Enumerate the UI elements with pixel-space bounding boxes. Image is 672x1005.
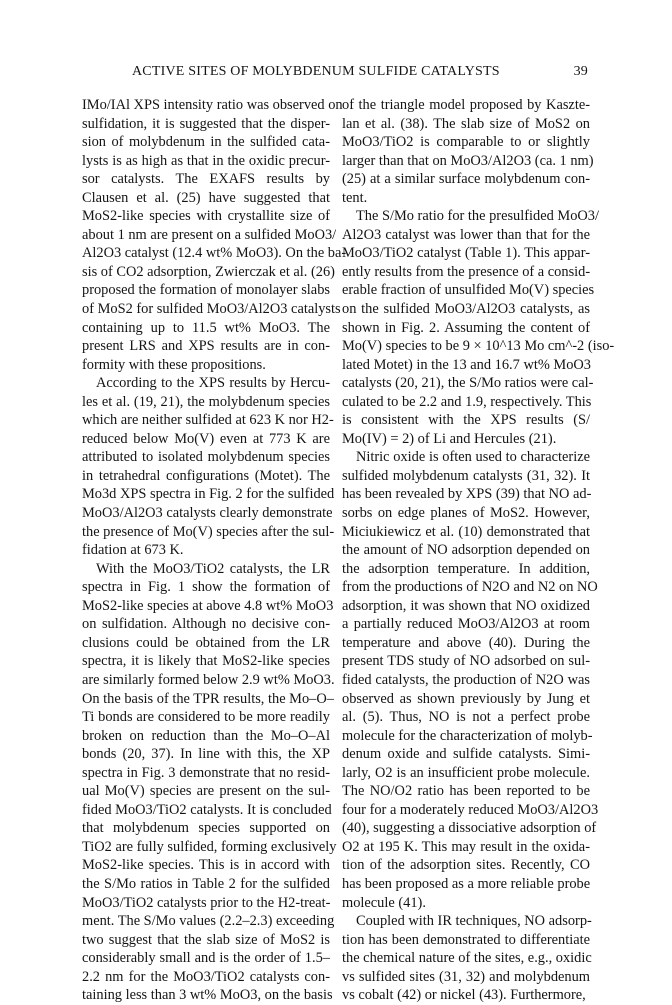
page-number: 39 xyxy=(573,64,588,79)
text-line: temperature and above (40). During the xyxy=(342,634,590,651)
text-line: lated Motet) in the 13 and 16.7 wt% MoO3 xyxy=(342,356,591,373)
text-line: fidation at 673 K. xyxy=(82,542,184,559)
text-line: Mo(V) species to be 9 × 10^13 Mo cm^-2 (iso- xyxy=(342,338,615,355)
text-line: MoO3/TiO2 catalyst (Table 1). This appar- xyxy=(342,245,590,262)
text-line: lysts is as high as that in the oxidic precur- xyxy=(82,152,330,169)
text-line: The NO/O2 ratio has been reported to be xyxy=(342,783,590,800)
text-line: (40), suggesting a dissociative adsorption of xyxy=(342,820,597,837)
text-line: of the triangle model proposed by Kaszte- xyxy=(342,97,590,113)
text-line: MoS2-like species at above 4.8 wt% MoO3 xyxy=(82,597,334,614)
text-line: Ti bonds are considered to be more readily xyxy=(82,709,330,726)
text-line: spectra, it is likely that MoS2-like species xyxy=(82,653,330,670)
text-line: On the basis of the TPR results, the Mo–O– xyxy=(82,690,334,707)
running-title: ACTIVE SITES OF MOLYBDENUM SULFIDE CATALYSTS xyxy=(132,64,500,79)
text-line: that molybdenum species supported on xyxy=(82,820,330,837)
text-line: two suggest that the slab size of MoS2 is xyxy=(82,931,330,948)
text-line: molecule (41). xyxy=(342,894,426,911)
text-line: IMo/IAl XPS intensity ratio was observed on xyxy=(82,97,343,113)
text-line: Al2O3 catalyst (12.4 wt% MoO3). On the ba- xyxy=(82,245,347,262)
text-line: al. (5). Thus, NO is not a perfect probe xyxy=(342,709,590,726)
text-line: sis of CO2 adsorption, Zwierczak et al. (26) xyxy=(82,263,335,280)
text-line: O2 at 195 K. This may result in the oxida- xyxy=(342,838,590,855)
text-line: lan et al. (38). The slab size of MoS2 on xyxy=(342,115,590,132)
text-line: four for a moderately reduced MoO3/Al2O3 xyxy=(342,801,599,818)
text-line: MoS2-like species with crystallite size of xyxy=(82,208,330,225)
text-line: MoO3/Al2O3 catalysts clearly demonstrate xyxy=(82,505,333,522)
text-line: fided catalysts, the production of N2O was xyxy=(342,671,590,688)
text-line: the chemical nature of the sites, e.g., oxidic xyxy=(342,950,592,967)
text-line: broken on reduction than the Mo–O–Al xyxy=(82,727,330,744)
text-line: Mo(IV) = 2) of Li and Hercules (21). xyxy=(342,430,557,447)
text-line: which are neither sulfided at 623 K nor H2- xyxy=(82,412,334,429)
text-line: larly, O2 is an insufficient probe molecule. xyxy=(342,764,590,781)
text-line: ual Mo(V) species are present on the sul- xyxy=(82,783,330,800)
text-line: Clausen et al. (25) have suggested that xyxy=(82,189,330,206)
text-line: sion of molybdenum in the sulfided cata- xyxy=(82,134,330,151)
text-line: molecule for the characterization of molyb- xyxy=(342,727,593,744)
text-line: denum oxide and sulfide catalysts. Simi- xyxy=(342,746,590,763)
text-line: MoS2-like species. This is in accord with xyxy=(82,857,330,874)
text-line: les et al. (19, 21), the molybdenum species xyxy=(82,393,330,410)
text-line: adsorption, it was shown that NO oxidized xyxy=(342,597,590,614)
text-line: vs cobalt (42) or nickel (43). Furthermore, xyxy=(342,987,586,1004)
text-line: proposed the formation of monolayer slabs xyxy=(82,282,330,299)
text-line: ment. The S/Mo values (2.2–2.3) exceeding xyxy=(82,913,335,930)
text-line: sulfided molybdenum catalysts (31, 32). It xyxy=(342,467,590,484)
text-line: from the productions of N2O and N2 on NO xyxy=(342,579,598,596)
text-line: fided MoO3/TiO2 catalysts. It is concluded xyxy=(82,801,332,818)
text-line: containing up to 11.5 wt% MoO3. The xyxy=(82,319,330,336)
text-line: on sulfidation. Although no decisive con- xyxy=(82,616,330,633)
text-line: vs sulfided sites (31, 32) and molybdenum xyxy=(342,968,590,985)
text-line: present TDS study of NO adsorbed on sul- xyxy=(342,653,590,670)
text-line: spectra in Fig. 3 demonstrate that no resid- xyxy=(82,764,330,781)
text-line: taining less than 3 wt% MoO3, on the basis xyxy=(82,987,333,1004)
text-line: clusions could be obtained from the LR xyxy=(82,634,330,651)
text-line: Coupled with IR techniques, NO adsorp- xyxy=(356,913,592,930)
text-line: catalysts (20, 21), the S/Mo ratios were cal- xyxy=(342,375,594,392)
left-column xyxy=(82,96,347,1005)
text-line: has been revealed by XPS (39) that NO ad- xyxy=(342,486,592,503)
text-line: sor catalysts. The EXAFS results by xyxy=(82,171,330,188)
text-line: is consistent with the XPS results (S/ xyxy=(342,412,590,429)
text-line: ently results from the presence of a consid- xyxy=(342,263,591,280)
running-header xyxy=(82,64,588,88)
text-line: The S/Mo ratio for the presulfided MoO3/ xyxy=(356,208,599,225)
text-line: 2.2 nm for the MoO3/TiO2 catalysts con- xyxy=(82,968,330,985)
text-line: about 1 nm are present on a sulfided MoO3/ xyxy=(82,226,337,243)
text-line: considerably small and is the order of 1.5– xyxy=(82,950,330,967)
text-line: Al2O3 catalyst was lower than that for the xyxy=(342,226,590,243)
text-line: Mo3d XPS spectra in Fig. 2 for the sulfided xyxy=(82,486,335,503)
text-line: According to the XPS results by Hercu- xyxy=(96,375,330,392)
text-line: the amount of NO adsorption depended on xyxy=(342,542,590,559)
text-line: MoO3/TiO2 is comparable to or slightly xyxy=(342,134,590,151)
text-line: Miciukiewicz et al. (10) demonstrated that xyxy=(342,523,590,540)
text-line: in tetrahedral configurations (Motet). The xyxy=(82,467,330,484)
text-line: has been proposed as a more reliable probe xyxy=(342,875,591,892)
right-column xyxy=(342,96,615,1005)
text-line: present LRS and XPS results are in con- xyxy=(82,338,330,355)
text-line: attributed to isolated molybdenum species xyxy=(82,449,330,466)
text-line: larger than that on MoO3/Al2O3 (ca. 1 nm) xyxy=(342,152,594,169)
text-line: spectra in Fig. 1 show the formation of xyxy=(82,579,330,596)
text-line: erable fraction of unsulfided Mo(V) species xyxy=(342,282,595,299)
text-line: TiO2 are fully sulfided, forming exclusively xyxy=(82,838,337,855)
text-line: a partially reduced MoO3/Al2O3 at room xyxy=(342,616,590,633)
text-line: sorbs on edge planes of MoS2. However, xyxy=(342,505,590,522)
text-line: are similarly formed below 2.9 wt% MoO3. xyxy=(82,671,335,688)
text-line: Nitric oxide is often used to characterize xyxy=(356,449,590,466)
text-line: With the MoO3/TiO2 catalysts, the LR xyxy=(96,560,330,577)
text-line: sulfidation, it is suggested that the disper- xyxy=(82,115,330,132)
text-line: shown in Fig. 2. Assuming the content of xyxy=(342,319,590,336)
text-line: on the sulfided MoO3/Al2O3 catalysts, as xyxy=(342,301,590,318)
text-line: the adsorption temperature. In addition, xyxy=(342,560,590,577)
text-line: the S/Mo ratios in Table 2 for the sulfided xyxy=(82,875,330,892)
text-line: reduced below Mo(V) even at 773 K are xyxy=(82,430,330,447)
text-line: of MoS2 for sulfided MoO3/Al2O3 catalysts xyxy=(82,301,341,318)
text-line: bonds (20, 37). In line with this, the XP xyxy=(82,746,330,763)
text-line: MoO3/TiO2 catalysts prior to the H2-treat- xyxy=(82,894,331,911)
text-line: (25) at a similar surface molybdenum con- xyxy=(342,171,590,188)
text-line: tion of the adsorption sites. Recently, CO xyxy=(342,857,590,874)
text-line: tion has been demonstrated to differentiate xyxy=(342,931,590,948)
text-line: observed as shown previously by Jung et xyxy=(342,690,590,707)
text-line: formity with these propositions. xyxy=(82,356,266,373)
text-line: the presence of Mo(V) species after the sul- xyxy=(82,523,335,540)
text-line: culated to be 2.2 and 1.9, respectively. This xyxy=(342,393,592,410)
text-line: tent. xyxy=(342,189,368,206)
